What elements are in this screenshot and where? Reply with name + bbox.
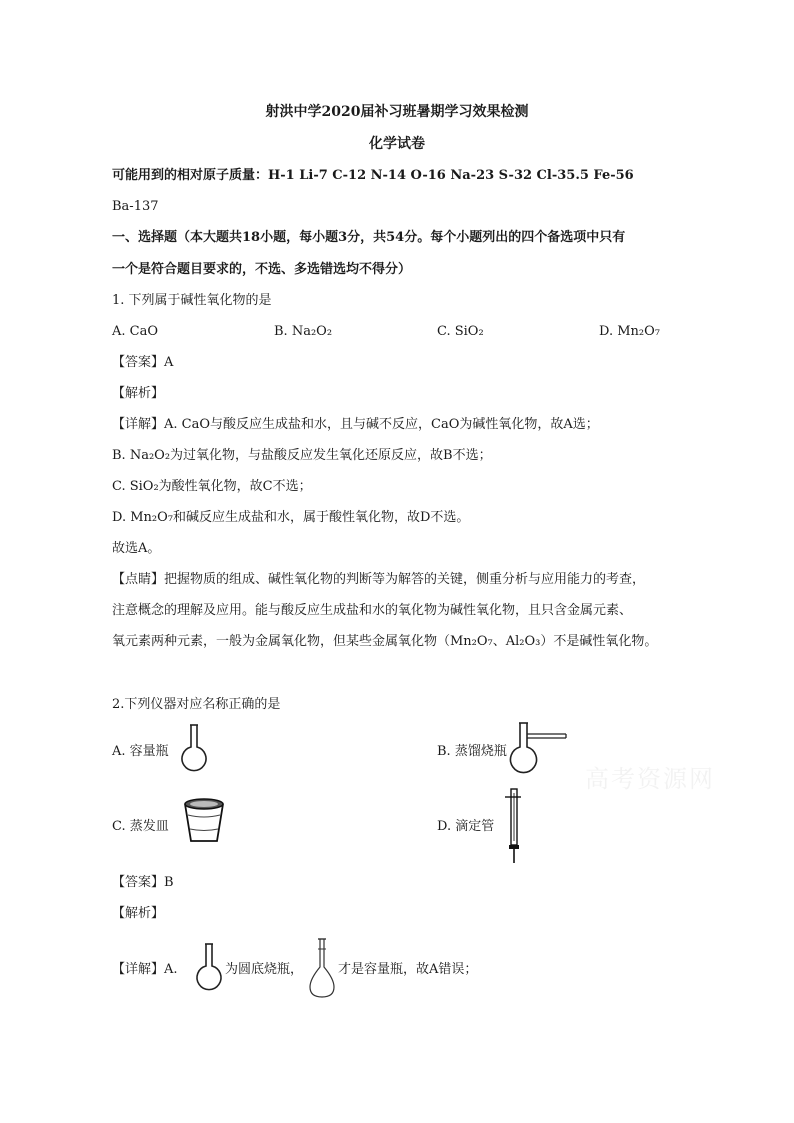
round-bottom-flask-icon (193, 942, 225, 996)
q1-conclusion: 故选A。 (112, 541, 161, 556)
section-heading: 一、选择题（本大题共18小题，每小题3分，共54分。每个小题列出的四个备选项中只有 (112, 230, 626, 245)
distilling-flask-icon (506, 721, 570, 779)
q2-option-c: C. 蒸发皿 (112, 819, 169, 834)
exam-subtitle: 化学试卷 (369, 136, 425, 152)
section-heading-cont: 一个是符合题目要求的，不选、多选错选均不得分） (112, 262, 412, 277)
q2-detail-end: 才是容量瓶，故A错误； (338, 962, 478, 977)
q1-option-a: A. CaO (112, 324, 159, 339)
q2-option-a: A. 容量瓶 (112, 744, 169, 759)
q1-option-c: C. SiO₂ (437, 324, 484, 339)
q1-analysis-label: 【解析】 (112, 386, 165, 401)
q1-answer: 【答案】A (112, 355, 174, 370)
q1-option-b: B. Na₂O₂ (274, 324, 333, 339)
q2-option-b: B. 蒸馏烧瓶 (437, 744, 507, 759)
burette-icon (503, 787, 527, 865)
q1-detail-c: C. SiO₂为酸性氧化物，故C不选； (112, 479, 312, 494)
q2-detail-mid: 为圆底烧瓶， (225, 962, 304, 977)
q2-answer: 【答案】B (112, 875, 174, 890)
volumetric-flask-icon (306, 937, 338, 1001)
q1-tip-line-1: 【点睛】把握物质的组成、碱性氧化物的判断等为解答的关键，侧重分析与应用能力的考查， (112, 572, 646, 587)
question-2-stem: 2.下列仪器对应名称正确的是 (112, 697, 281, 712)
q2-option-d: D. 滴定管 (437, 819, 495, 834)
q1-tip-line-2: 注意概念的理解及应用。能与酸反应生成盐和水的氧化物为碱性氧化物，且只含金属元素、 (112, 603, 633, 618)
q1-detail-b: B. Na₂O₂为过氧化物，与盐酸反应发生氧化还原反应，故B不选； (112, 448, 492, 463)
watermark: 高考资源网 (585, 765, 715, 793)
q1-detail-d: D. Mn₂O₇和碱反应生成盐和水，属于酸性氧化物，故D不选。 (112, 510, 470, 525)
atomic-mass-line-cont: Ba-137 (112, 199, 159, 214)
round-bottom-flask-icon (178, 723, 210, 777)
q1-option-d: D. Mn₂O₇ (599, 324, 660, 339)
q1-tip-line-3: 氧元素两种元素，一般为金属氧化物，但某些金属氧化物（Mn₂O₇、Al₂O₃）不是碱性氧化物。 (112, 634, 658, 649)
atomic-mass-line: 可能用到的相对原子质量：H-1 Li-7 C-12 N-14 O-16 Na-23 S-32 Cl-35.5 Fe-56 (112, 168, 634, 183)
crucible-icon (182, 797, 226, 845)
q1-detail-a: 【详解】A. CaO与酸反应生成盐和水，且与碱不反应，CaO为碱性氧化物，故A选； (112, 417, 599, 432)
q2-detail-prefix: 【详解】A. (112, 962, 178, 977)
question-1-stem: 1. 下列属于碱性氧化物的是 (112, 293, 272, 308)
exam-title: 射洪中学2020届补习班暑期学习效果检测 (265, 104, 529, 120)
q2-analysis-label: 【解析】 (112, 906, 165, 921)
